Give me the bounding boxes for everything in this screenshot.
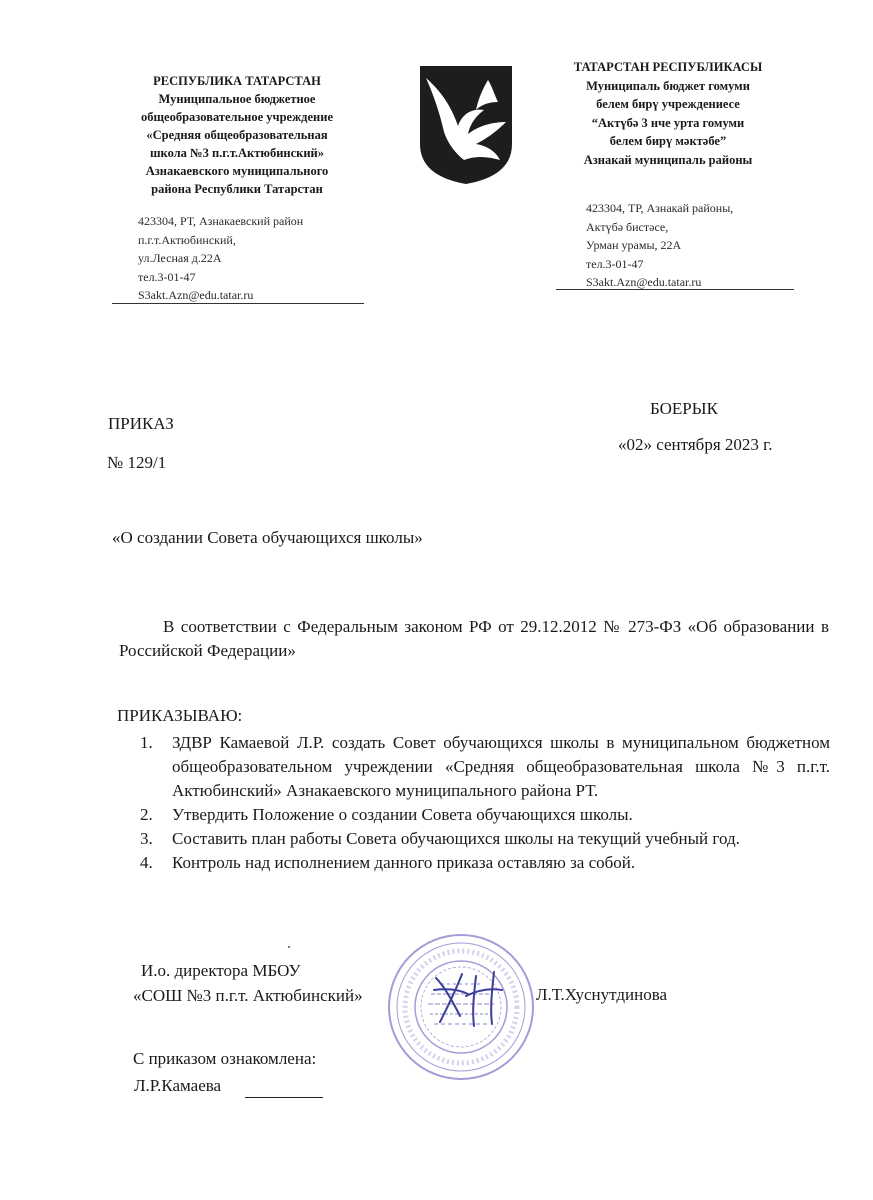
director-signature: [430, 960, 520, 1034]
preamble-paragraph: [119, 615, 829, 663]
address-line: 423304, ТР, Азнакай районы,: [586, 201, 734, 215]
email-text: S3akt.Azn@edu.tatar.ru: [138, 288, 254, 302]
acknowledgement-label: С приказом ознакомлена:: [133, 1049, 317, 1068]
address-line: тел.3-01-47: [586, 256, 644, 271]
header-right-line: “Актүбә 3 нче урта гомуми: [591, 115, 745, 130]
header-left-line: Азнакаевского муниципального: [145, 164, 329, 178]
acknowledgement-name: Л.Р.Камаева: [134, 1076, 222, 1095]
signer-organization: «СОШ №3 п.г.т. Актюбинский»: [133, 986, 363, 1005]
item-text: Контроль над исполнением данного приказа оставляю за собой.: [172, 853, 636, 872]
header-right-line: белем бирү мәктәбе”: [609, 134, 727, 148]
order-items-list: [134, 731, 830, 875]
item-number: 4.: [140, 853, 153, 872]
header-left-divider: [112, 303, 364, 304]
order-subject: «О создании Совета обучающихся школы»: [112, 528, 423, 547]
list-item: [134, 731, 830, 803]
header-right-org-block: [548, 58, 788, 169]
email-text: S3akt.Azn@edu.tatar.ru: [586, 275, 702, 289]
header-left-line: школа №3 п.г.т.Актюбинский»: [149, 146, 325, 160]
item-text: ЗДВР Камаевой Л.Р. создать Совет обучающихся школы в муниципальном бюджетном общеобразовательном учреждении «Средняя общеобразовательная школа №3 п.г.т. Актюбинский» Азнакаевского муниципального района РТ.: [172, 733, 830, 800]
item-number: 2.: [140, 805, 153, 824]
header-left-line: района Республики Татарстан: [151, 182, 323, 196]
header-right-line: Муниципаль бюджет гомуми: [586, 78, 750, 93]
header-right-divider: [556, 289, 794, 290]
orders-heading: ПРИКАЗЫВАЮ:: [117, 706, 243, 725]
address-line: ул.Лесная д.22А: [138, 251, 222, 265]
ink-dot: [288, 946, 290, 948]
address-line: п.г.т.Актюбинский,: [138, 232, 236, 247]
order-title: ПРИКАЗ: [108, 414, 174, 433]
signer-role: И.о. директора МБОУ: [141, 961, 301, 980]
header-left-address: [138, 212, 303, 305]
list-item: [134, 803, 830, 827]
address-line: Актүбә бистәсе,: [586, 219, 669, 234]
header-left-line: РЕСПУБЛИКА ТАТАРСТАН: [153, 74, 321, 88]
header-right-address: [586, 199, 733, 292]
header-right-line: белем бирү учреждениесе: [596, 97, 740, 111]
list-item: [134, 827, 830, 851]
preamble-text: В соответствии с Федеральным законом РФ от 29.12.2012 № 273-ФЗ «Об образовании в Российской Федерации»: [119, 617, 829, 660]
header-left-line: Муниципальное бюджетное: [158, 92, 316, 106]
header-right-line: ТАТАРСТАН РЕСПУБЛИКАСЫ: [573, 60, 763, 74]
header-left-line: общеобразовательное учреждение: [141, 110, 333, 124]
address-line: 423304, РТ, Азнакаевский район: [138, 214, 304, 228]
item-number: 3.: [140, 829, 153, 848]
order-date: «02» сентября 2023 г.: [618, 435, 773, 454]
header-left-line: «Средняя общеобразовательная: [146, 128, 328, 142]
order-number: № 129/1: [107, 453, 167, 472]
signer-name: Л.Т.Хуснутдинова: [536, 985, 668, 1004]
address-line: тел.3-01-47: [138, 269, 196, 284]
item-text: Составить план работы Совета обучающихся школы на текущий учебный год.: [172, 829, 740, 848]
order-title-tatar: БОЕРЫК: [650, 399, 718, 418]
header-right-line: Азнакай муниципаль районы: [583, 152, 753, 167]
header-left-org-block: [108, 72, 366, 198]
coat-of-arms-emblem: [418, 64, 514, 186]
address-line: Урман урамы, 22А: [586, 238, 682, 252]
item-number: 1.: [140, 733, 153, 752]
list-item: [134, 851, 830, 875]
acknowledgement-signature-line: [245, 1097, 323, 1098]
item-text: Утвердить Положение о создании Совета обучающихся школы.: [172, 805, 633, 824]
